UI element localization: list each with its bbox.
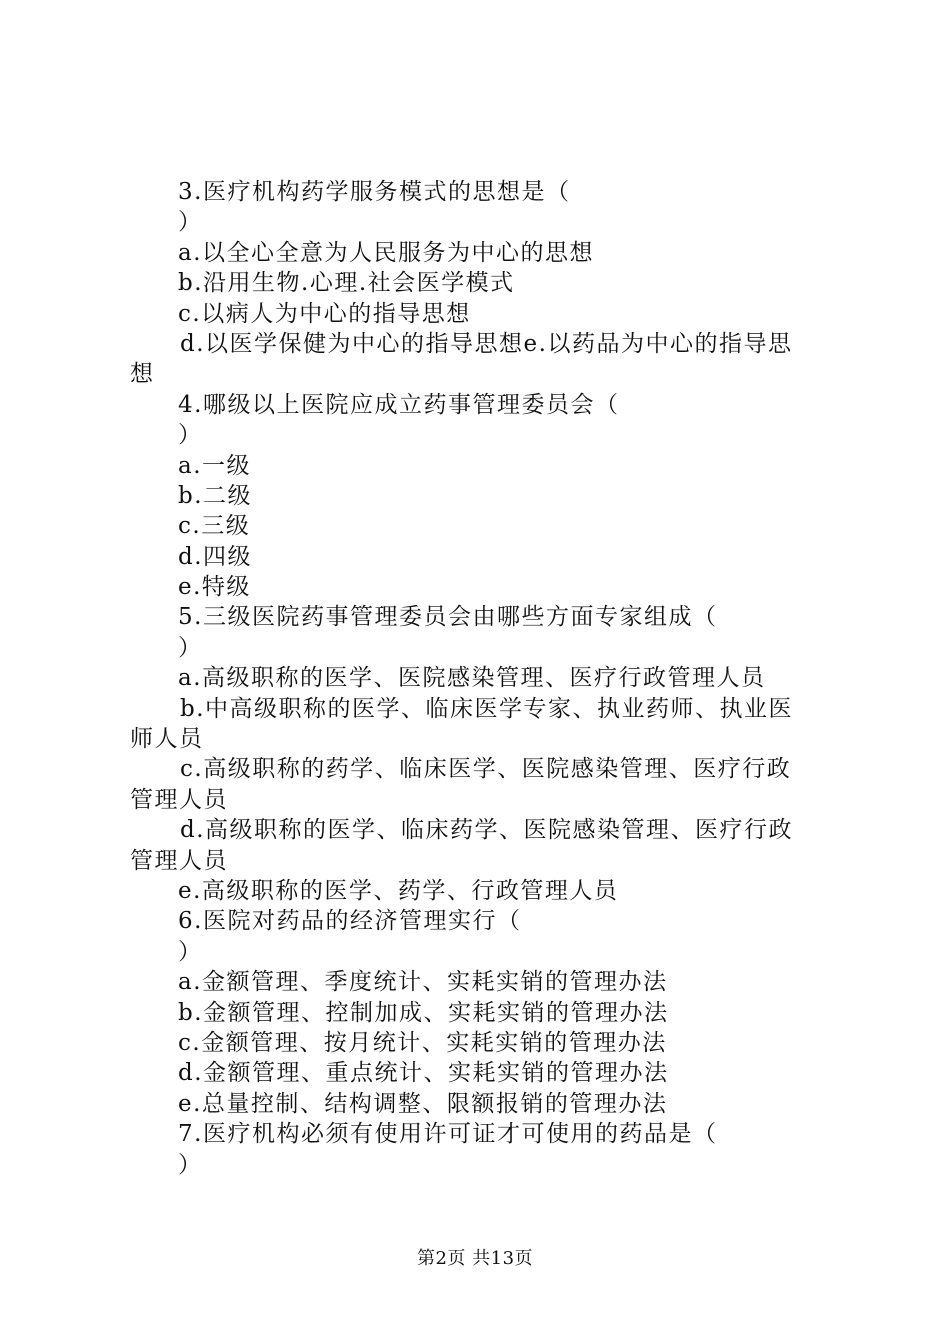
option-3e-cont: 想 [130, 361, 155, 388]
question-7-blank: ） [178, 1151, 203, 1178]
option-4e: e.特级 [178, 574, 251, 601]
question-4-blank: ） [178, 422, 203, 449]
question-6-blank: ） [178, 938, 203, 965]
option-5d: d.高级职称的医学、临床药学、医院感染管理、医疗行政 [180, 817, 794, 844]
option-3b: b.沿用生物.心理.社会医学模式 [178, 270, 515, 297]
option-5e: e.高级职称的医学、药学、行政管理人员 [178, 877, 619, 904]
option-6d: d.金额管理、重点统计、实耗实销的管理办法 [178, 1060, 669, 1087]
option-5a: a.高级职称的医学、医院感染管理、医疗行政管理人员 [178, 665, 766, 692]
question-5: 5.三级医院药事管理委员会由哪些方面专家组成（ [178, 604, 718, 631]
option-6a: a.金额管理、季度统计、实耗实销的管理办法 [178, 969, 668, 996]
option-4d: d.四级 [178, 543, 253, 570]
question-4: 4.哪级以上医院应成立药事管理委员会（ [178, 391, 620, 418]
option-5b: b.中高级职称的医学、临床医学专家、执业药师、执业医 [180, 695, 794, 722]
option-6b: b.金额管理、控制加成、实耗实销的管理办法 [178, 999, 669, 1026]
question-5-blank: ） [178, 634, 203, 661]
option-4a: a.一级 [178, 452, 252, 479]
option-4c: c.三级 [178, 513, 251, 540]
option-3d-3e: d.以医学保健为中心的指导思想e.以药品为中心的指导思 [180, 330, 793, 357]
option-4b: b.二级 [178, 482, 253, 509]
document-body [130, 177, 832, 1180]
question-7: 7.医疗机构必须有使用许可证才可使用的药品是（ [178, 1121, 718, 1148]
option-5c: c.高级职称的药学、临床医学、医院感染管理、医疗行政 [180, 756, 792, 783]
question-3-blank: ） [178, 209, 203, 236]
page-number: 第2页 共13页 [416, 1248, 534, 1269]
question-6: 6.医院对药品的经济管理实行（ [178, 908, 522, 935]
question-3: 3.医疗机构药学服务模式的思想是（ [178, 179, 571, 205]
option-5d-cont: 管理人员 [130, 847, 228, 874]
option-3c: c.以病人为中心的指导思想 [178, 300, 471, 327]
option-6c: c.金额管理、按月统计、实耗实销的管理办法 [178, 1029, 667, 1056]
option-6e: e.总量控制、结构调整、限额报销的管理办法 [178, 1090, 668, 1117]
option-3a: a.以全心全意为人民服务为中心的思想 [178, 239, 595, 266]
option-5c-cont: 管理人员 [130, 786, 228, 813]
option-5b-cont: 师人员 [130, 726, 204, 753]
